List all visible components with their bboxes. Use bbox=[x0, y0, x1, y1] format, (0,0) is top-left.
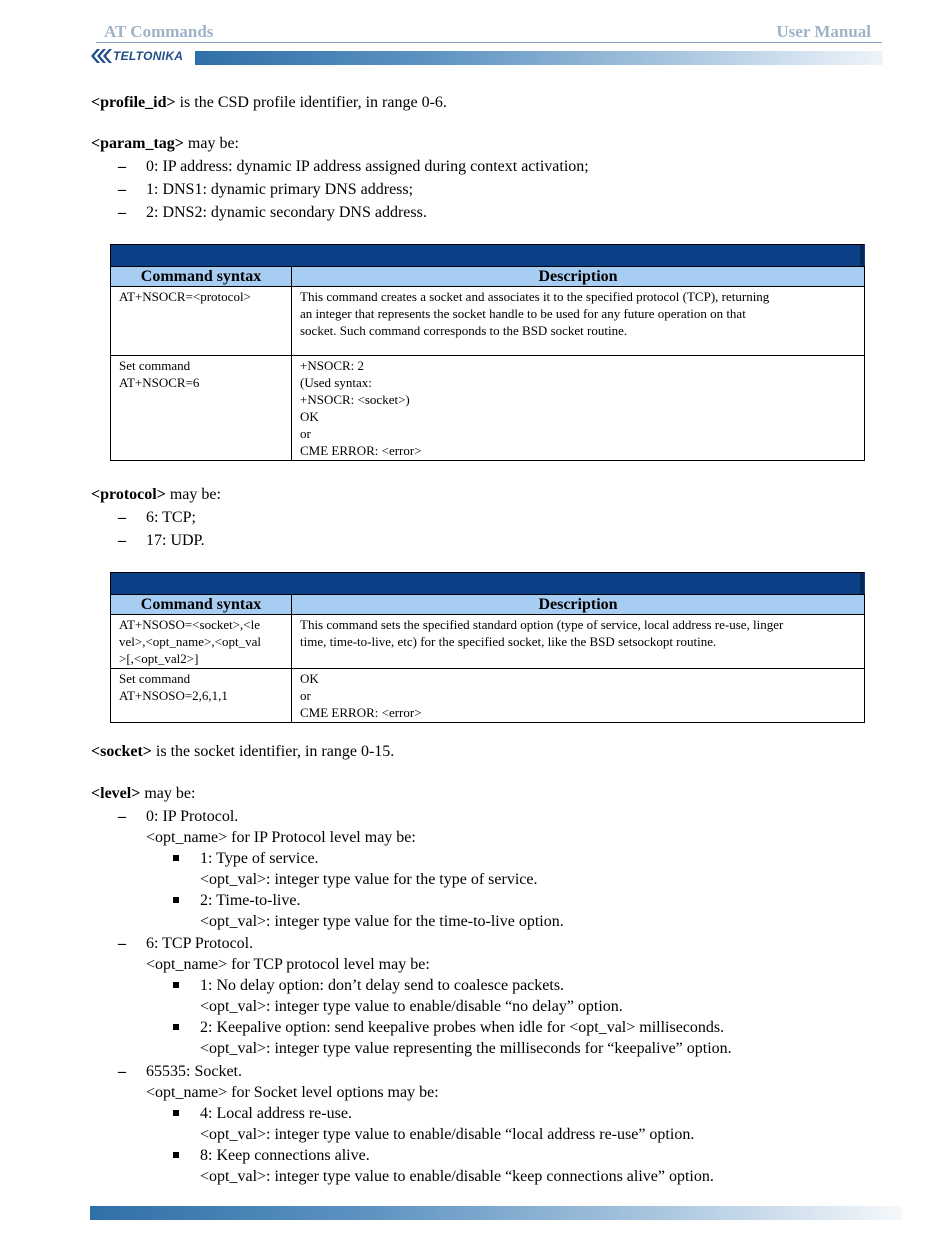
level-group-subtitle: <opt_name> for Socket level options may be: bbox=[146, 1084, 439, 1101]
nsocr-command-table bbox=[110, 244, 865, 461]
header-gradient-bar bbox=[195, 51, 883, 65]
protocol-item: 17: UDP. bbox=[146, 532, 205, 549]
level-group-subtitle: <opt_name> for TCP protocol level may be: bbox=[146, 956, 430, 973]
profile-id-paragraph bbox=[91, 92, 447, 113]
response-line: +NSOCR: 2 bbox=[300, 358, 365, 373]
desc-line: This command creates a socket and associates it to the specified protocol (TCP), returning bbox=[300, 289, 770, 304]
dash-bullet: – bbox=[118, 808, 126, 825]
header-rule bbox=[96, 42, 882, 43]
col-command-syntax: Command syntax bbox=[111, 267, 292, 287]
syntax-line: AT+NSOCR=6 bbox=[119, 375, 200, 390]
opt-name-item: 2: Keepalive option: send keepalive probes when idle for <opt_val> milliseconds. bbox=[200, 1019, 725, 1036]
square-bullet-icon bbox=[173, 1152, 179, 1158]
footer-gradient-bar bbox=[90, 1206, 902, 1220]
header-manual-label: User Manual bbox=[776, 22, 871, 41]
square-bullet-icon bbox=[173, 982, 179, 988]
param-tag-item: 0: IP address: dynamic IP address assigned during context activation; bbox=[146, 158, 589, 175]
response-line: +NSOCR: <socket>) bbox=[300, 392, 410, 407]
dash-bullet: – bbox=[118, 532, 126, 549]
square-bullet-icon bbox=[173, 897, 179, 903]
desc-line: time, time-to-live, etc) for the specified socket, like the BSD setsockopt routine. bbox=[300, 634, 717, 649]
level-group-title: 6: TCP Protocol. bbox=[146, 935, 254, 952]
protocol-text: may be: bbox=[165, 486, 221, 503]
param-tag-term: <param_tag> bbox=[91, 135, 184, 152]
syntax-cell bbox=[111, 615, 292, 669]
table-title-bar bbox=[111, 573, 865, 595]
description-cell bbox=[292, 615, 865, 669]
level-group-subtitle: <opt_name> for IP Protocol level may be: bbox=[146, 829, 416, 846]
profile-id-term: <profile_id> bbox=[91, 94, 176, 111]
logo-wordmark: TELTONIKA bbox=[113, 49, 184, 63]
syntax-cell bbox=[111, 669, 292, 723]
response-line: or bbox=[300, 426, 311, 441]
dash-bullet: – bbox=[118, 935, 126, 952]
opt-val-item: <opt_val>: integer type value representing the milliseconds for “keepalive” option. bbox=[200, 1040, 732, 1057]
dash-bullet: – bbox=[118, 204, 126, 221]
dash-bullet: – bbox=[118, 1063, 126, 1080]
description-cell bbox=[292, 287, 865, 356]
syntax-line: Set command bbox=[119, 358, 191, 373]
level-group-title: 65535: Socket. bbox=[146, 1063, 242, 1080]
table-row bbox=[111, 615, 865, 669]
param-tag-paragraph bbox=[91, 133, 239, 154]
level-group-title: 0: IP Protocol. bbox=[146, 808, 239, 825]
dash-bullet: – bbox=[118, 181, 126, 198]
socket-paragraph bbox=[91, 741, 394, 762]
table-row bbox=[111, 287, 865, 356]
protocol-term: <protocol> bbox=[91, 486, 166, 503]
desc-line: This command sets the specified standard option (type of service, local address re-use, linger bbox=[300, 617, 784, 632]
col-description: Description bbox=[292, 267, 865, 287]
response-line: CME ERROR: <error> bbox=[300, 705, 422, 720]
param-tag-item: 1: DNS1: dynamic primary DNS address; bbox=[146, 181, 414, 198]
table-row bbox=[111, 356, 865, 461]
teltonika-logo bbox=[90, 47, 183, 65]
opt-name-item: 1: Type of service. bbox=[200, 850, 319, 867]
syntax-line: vel>,<opt_name>,<opt_val bbox=[119, 634, 261, 649]
square-bullet-icon bbox=[173, 1024, 179, 1030]
socket-text: is the socket identifier, in range 0-15. bbox=[151, 743, 395, 760]
table-row bbox=[111, 669, 865, 723]
square-bullet-icon bbox=[173, 1110, 179, 1116]
response-cell bbox=[292, 356, 865, 461]
syntax-line: AT+NSOSO=2,6,1,1 bbox=[119, 688, 228, 703]
syntax-cell bbox=[111, 356, 292, 461]
col-description: Description bbox=[292, 595, 865, 615]
syntax-line: Set command bbox=[119, 671, 191, 686]
profile-id-text: is the CSD profile identifier, in range 0-6. bbox=[175, 94, 447, 111]
level-paragraph bbox=[91, 783, 195, 804]
opt-name-item: 4: Local address re-use. bbox=[200, 1105, 352, 1122]
syntax-line: >[,<opt_val2>] bbox=[119, 651, 199, 666]
protocol-item: 6: TCP; bbox=[146, 509, 196, 526]
response-cell bbox=[292, 669, 865, 723]
dash-bullet: – bbox=[118, 158, 126, 175]
socket-term: <socket> bbox=[91, 743, 152, 760]
protocol-paragraph bbox=[91, 484, 221, 505]
teltonika-logo-icon bbox=[90, 48, 112, 64]
response-line: CME ERROR: <error> bbox=[300, 443, 422, 458]
opt-val-item: <opt_val>: integer type value for the time-to-live option. bbox=[200, 913, 564, 930]
level-term: <level> bbox=[91, 785, 141, 802]
response-line: or bbox=[300, 688, 311, 703]
opt-name-item: 8: Keep connections alive. bbox=[200, 1147, 370, 1164]
level-text: may be: bbox=[140, 785, 196, 802]
syntax-line: AT+NSOSO=<socket>,<le bbox=[119, 617, 261, 632]
param-tag-text: may be: bbox=[183, 135, 239, 152]
syntax-cell: AT+NSOCR=<protocol> bbox=[111, 287, 292, 356]
opt-val-item: <opt_val>: integer type value to enable/disable “keep connections alive” option. bbox=[200, 1168, 714, 1185]
dash-bullet: – bbox=[118, 509, 126, 526]
table-title-bar bbox=[111, 245, 865, 267]
response-line: OK bbox=[300, 671, 319, 686]
opt-val-item: <opt_val>: integer type value to enable/disable “local address re-use” option. bbox=[200, 1126, 695, 1143]
response-line: OK bbox=[300, 409, 319, 424]
opt-val-item: <opt_val>: integer type value for the type of service. bbox=[200, 871, 538, 888]
square-bullet-icon bbox=[173, 855, 179, 861]
col-command-syntax: Command syntax bbox=[111, 595, 292, 615]
opt-name-item: 1: No delay option: don’t delay send to coalesce packets. bbox=[200, 977, 565, 994]
desc-line: socket. Such command corresponds to the BSD socket routine. bbox=[300, 323, 628, 338]
table-header-row bbox=[111, 595, 865, 615]
response-line: (Used syntax: bbox=[300, 375, 372, 390]
desc-line: an integer that represents the socket handle to be used for any future operation on that bbox=[300, 306, 746, 321]
table-header-row bbox=[111, 267, 865, 287]
opt-name-item: 2: Time-to-live. bbox=[200, 892, 301, 909]
nsoso-command-table bbox=[110, 572, 865, 723]
opt-val-item: <opt_val>: integer type value to enable/disable “no delay” option. bbox=[200, 998, 623, 1015]
param-tag-item: 2: DNS2: dynamic secondary DNS address. bbox=[146, 204, 427, 221]
header-doc-title: AT Commands bbox=[104, 22, 214, 41]
